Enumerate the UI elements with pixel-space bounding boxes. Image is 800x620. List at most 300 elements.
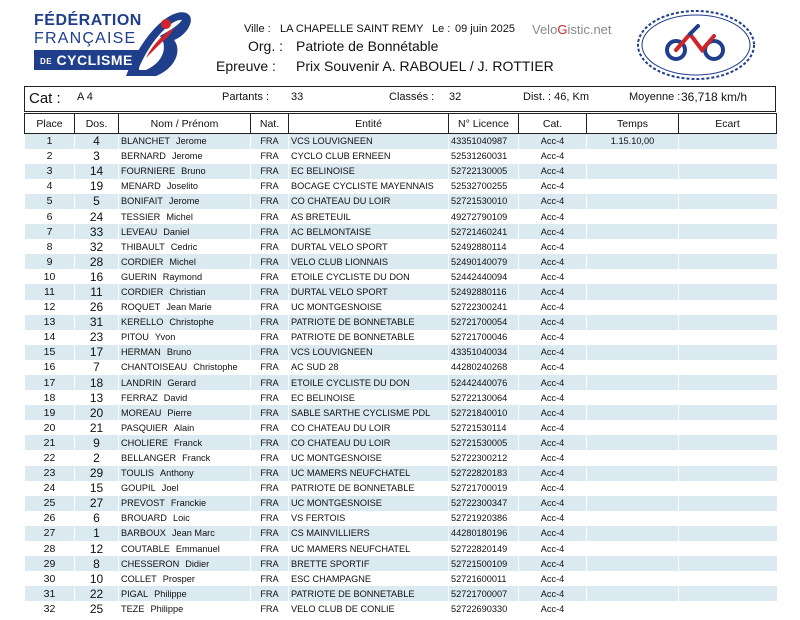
ecart-cell [679, 556, 777, 571]
nat-cell: FRA [251, 345, 289, 360]
entite-cell: PATRIOTE DE BONNETABLE [289, 315, 449, 330]
temps-cell [587, 345, 679, 360]
rider-firstname: Franck [173, 437, 203, 448]
cat-cell: Acc-4 [519, 526, 587, 541]
dossard-cell: 21 [75, 420, 119, 435]
dossard-cell: 31 [75, 315, 119, 330]
table-row [25, 571, 777, 586]
cat-cell: Acc-4 [519, 224, 587, 239]
table-row [25, 526, 777, 541]
dossard-cell: 2 [75, 450, 119, 465]
nat-cell: FRA [251, 541, 289, 556]
cat-label: Cat : [29, 90, 61, 107]
licence-cell: 52442440076 [449, 375, 519, 390]
place-cell: 24 [25, 481, 75, 496]
dossard-cell: 12 [75, 541, 119, 556]
entite-cell: UC MONTGESNOISE [289, 300, 449, 315]
dossard-cell: 3 [75, 149, 119, 164]
entite-cell: BRETTE SPORTIF [289, 556, 449, 571]
table-row [25, 496, 777, 511]
licence-cell: 52721840010 [449, 405, 519, 420]
nat-cell: FRA [251, 435, 289, 450]
temps-cell [587, 239, 679, 254]
place-cell: 18 [25, 390, 75, 405]
nat-cell: FRA [251, 134, 289, 149]
place-cell: 20 [25, 420, 75, 435]
name-cell [119, 556, 251, 571]
table-row [25, 390, 777, 405]
rider-surname: COUTABLE [121, 543, 170, 554]
table-row [25, 345, 777, 360]
col-header-nat: Nat. [251, 114, 289, 134]
name-cell [119, 511, 251, 526]
place-cell: 30 [25, 571, 75, 586]
table-row [25, 269, 777, 284]
dossard-cell: 18 [75, 375, 119, 390]
place-cell: 6 [25, 209, 75, 224]
rider-surname: CHOLIERE [121, 437, 168, 448]
temps-cell [587, 466, 679, 481]
rider-surname: BELLANGER [121, 453, 177, 464]
nat-cell: FRA [251, 556, 289, 571]
place-cell: 12 [25, 300, 75, 315]
name-cell [119, 375, 251, 390]
table-row [25, 511, 777, 526]
entite-cell: UC MAMERS NEUFCHATEL [289, 466, 449, 481]
dossard-cell: 6 [75, 511, 119, 526]
ecart-cell [679, 194, 777, 209]
rider-firstname: Prosper [162, 573, 195, 584]
place-cell: 3 [25, 164, 75, 179]
distance-value: Dist. : 46, Km [523, 91, 590, 103]
page-header [0, 0, 800, 84]
temps-cell [587, 284, 679, 299]
place-cell: 15 [25, 345, 75, 360]
cat-cell: Acc-4 [519, 390, 587, 405]
dossard-cell: 9 [75, 435, 119, 450]
nat-cell: FRA [251, 179, 289, 194]
date-value: 09 juin 2025 [455, 23, 515, 35]
table-row [25, 360, 777, 375]
col-header-cat: Cat. [519, 114, 587, 134]
name-cell [119, 466, 251, 481]
name-cell [119, 269, 251, 284]
rider-firstname: Bruno [181, 166, 206, 177]
temps-cell [587, 330, 679, 345]
licence-cell: 52722820183 [449, 466, 519, 481]
rider-firstname: Daniel [163, 226, 190, 237]
name-cell [119, 450, 251, 465]
name-cell [119, 345, 251, 360]
licence-cell: 52492880114 [449, 239, 519, 254]
ecart-cell [679, 330, 777, 345]
ecart-cell [679, 239, 777, 254]
dossard-cell: 1 [75, 526, 119, 541]
rider-firstname: Yvon [154, 332, 176, 343]
cat-cell: Acc-4 [519, 194, 587, 209]
nat-cell: FRA [251, 420, 289, 435]
temps-cell [587, 405, 679, 420]
name-cell [119, 601, 251, 616]
name-cell [119, 239, 251, 254]
temps-cell [587, 164, 679, 179]
rider-surname: BARBOUX [121, 528, 166, 539]
licence-cell: 52721530005 [449, 435, 519, 450]
name-cell [119, 405, 251, 420]
classes-label: Classés : [389, 91, 435, 103]
licence-cell: 52722820149 [449, 541, 519, 556]
cat-cell: Acc-4 [519, 300, 587, 315]
nat-cell: FRA [251, 511, 289, 526]
rider-surname: PREVOST [121, 498, 165, 509]
dossard-cell: 14 [75, 164, 119, 179]
rider-firstname: Bruno [166, 347, 192, 358]
rider-firstname: Jean Marie [166, 302, 212, 313]
cat-cell: Acc-4 [519, 134, 587, 149]
dossard-cell: 28 [75, 254, 119, 269]
table-row [25, 194, 777, 209]
nat-cell: FRA [251, 300, 289, 315]
table-row [25, 466, 777, 481]
nat-cell: FRA [251, 601, 289, 616]
temps-cell [587, 194, 679, 209]
cat-cell: Acc-4 [519, 284, 587, 299]
cat-cell: Acc-4 [519, 481, 587, 496]
name-cell [119, 586, 251, 601]
ecart-cell [679, 315, 777, 330]
entite-cell: ETOILE CYCLISTE DU DON [289, 269, 449, 284]
temps-cell [587, 435, 679, 450]
licence-cell: 52721530010 [449, 194, 519, 209]
dossard-cell: 29 [75, 466, 119, 481]
entite-cell: VS FERTOIS [289, 511, 449, 526]
cat-cell: Acc-4 [519, 179, 587, 194]
ecart-cell [679, 496, 777, 511]
rider-surname: MENARD [121, 181, 161, 192]
ffc-name-de: DE [40, 56, 53, 66]
place-cell: 14 [25, 330, 75, 345]
dossard-cell: 23 [75, 330, 119, 345]
org-label: Org. : [248, 38, 284, 54]
dossard-cell: 5 [75, 194, 119, 209]
ecart-cell [679, 601, 777, 616]
entite-cell: UC MAMERS NEUFCHATEL [289, 541, 449, 556]
place-cell: 19 [25, 405, 75, 420]
rider-firstname: Christophe [169, 317, 214, 328]
rider-firstname: Jean Marc [171, 528, 215, 539]
col-header-licence: N° Licence [449, 114, 519, 134]
ecart-cell [679, 586, 777, 601]
nat-cell: FRA [251, 375, 289, 390]
dossard-cell: 8 [75, 556, 119, 571]
rider-surname: PASQUIER [121, 422, 168, 433]
ville-value: LA CHAPELLE SAINT REMY [280, 23, 424, 35]
name-cell [119, 179, 251, 194]
cat-cell: Acc-4 [519, 420, 587, 435]
licence-cell: 52492880116 [449, 284, 519, 299]
name-cell [119, 571, 251, 586]
licence-cell: 52490140079 [449, 254, 519, 269]
licence-cell: 52721500109 [449, 556, 519, 571]
ecart-cell [679, 360, 777, 375]
cat-cell: Acc-4 [519, 496, 587, 511]
dossard-cell: 13 [75, 390, 119, 405]
dossard-cell: 25 [75, 601, 119, 616]
dossard-cell: 11 [75, 284, 119, 299]
place-cell: 25 [25, 496, 75, 511]
entite-cell: PATRIOTE DE BONNETABLE [289, 330, 449, 345]
place-cell: 28 [25, 541, 75, 556]
nat-cell: FRA [251, 330, 289, 345]
entite-cell: VCS LOUVIGNEEN [289, 345, 449, 360]
rider-surname: MOREAU [121, 407, 162, 418]
place-cell: 1 [25, 134, 75, 149]
licence-cell: 44280240268 [449, 360, 519, 375]
rider-firstname: David [163, 392, 188, 403]
rider-firstname: Franckie [170, 498, 207, 509]
temps-cell [587, 571, 679, 586]
rider-firstname: Jerome [176, 136, 207, 147]
ffc-logo [20, 6, 196, 82]
table-row [25, 556, 777, 571]
table-row [25, 254, 777, 269]
ffc-name-line2: FRANÇAISE [34, 30, 137, 47]
table-row [25, 179, 777, 194]
place-cell: 9 [25, 254, 75, 269]
name-cell [119, 254, 251, 269]
name-cell [119, 209, 251, 224]
table-row [25, 164, 777, 179]
ecart-cell [679, 375, 777, 390]
place-cell: 22 [25, 450, 75, 465]
temps-cell [587, 315, 679, 330]
licence-cell: 52722300347 [449, 496, 519, 511]
nat-cell: FRA [251, 466, 289, 481]
temps-cell [587, 556, 679, 571]
entite-cell: VELO CLUB DE CONLIE [289, 601, 449, 616]
entite-cell: PATRIOTE DE BONNETABLE [289, 481, 449, 496]
col-header-ecart: Ecart [679, 114, 777, 134]
nat-cell: FRA [251, 269, 289, 284]
name-cell [119, 194, 251, 209]
place-cell: 26 [25, 511, 75, 526]
rider-surname: TEZE [121, 603, 145, 614]
cat-cell: Acc-4 [519, 330, 587, 345]
temps-cell [587, 541, 679, 556]
name-cell [119, 526, 251, 541]
epreuve-label: Epreuve : [216, 58, 276, 74]
dossard-cell: 20 [75, 405, 119, 420]
licence-cell: 52722130005 [449, 164, 519, 179]
ecart-cell [679, 390, 777, 405]
table-row [25, 481, 777, 496]
temps-cell [587, 360, 679, 375]
entite-cell: CO CHATEAU DU LOIR [289, 435, 449, 450]
entite-cell: UC MONTGESNOISE [289, 496, 449, 511]
ecart-cell [679, 300, 777, 315]
place-cell: 5 [25, 194, 75, 209]
rider-surname: TESSIER [121, 211, 161, 222]
nat-cell: FRA [251, 496, 289, 511]
rider-surname: CHANTOISEAU [121, 362, 188, 373]
rider-surname: CORDIER [121, 286, 164, 297]
rider-firstname: Alain [173, 422, 195, 433]
dossard-cell: 16 [75, 269, 119, 284]
entite-cell: VELO CLUB LIONNAIS [289, 254, 449, 269]
place-cell: 10 [25, 269, 75, 284]
licence-cell: 52722300241 [449, 300, 519, 315]
table-row [25, 330, 777, 345]
entite-cell: EC BELINOISE [289, 164, 449, 179]
rider-surname: GUERIN [121, 271, 157, 282]
temps-cell [587, 224, 679, 239]
entite-cell: VCS LOUVIGNEEN [289, 134, 449, 149]
cat-cell: Acc-4 [519, 556, 587, 571]
entite-cell: DURTAL VELO SPORT [289, 239, 449, 254]
licence-cell: 52721700046 [449, 330, 519, 345]
name-cell [119, 134, 251, 149]
ecart-cell [679, 284, 777, 299]
rider-surname: GOUPIL [121, 483, 156, 494]
name-cell [119, 420, 251, 435]
dossard-cell: 7 [75, 360, 119, 375]
rider-firstname: Christian [169, 286, 206, 297]
nat-cell: FRA [251, 586, 289, 601]
ville-label: Ville : [244, 23, 271, 35]
velogistic-brand: VeloGistic.net [532, 22, 612, 37]
ecart-cell [679, 224, 777, 239]
name-cell [119, 224, 251, 239]
name-cell [119, 496, 251, 511]
partants-value: 33 [291, 91, 304, 103]
table-row [25, 450, 777, 465]
temps-cell [587, 179, 679, 194]
table-row [25, 134, 777, 149]
cat-cell: Acc-4 [519, 405, 587, 420]
cat-cell: Acc-4 [519, 239, 587, 254]
nat-cell: FRA [251, 390, 289, 405]
rider-firstname: Emmanuel [175, 543, 220, 554]
rider-surname: HERMAN [121, 347, 161, 358]
place-cell: 4 [25, 179, 75, 194]
place-cell: 32 [25, 601, 75, 616]
nat-cell: FRA [251, 526, 289, 541]
dossard-cell: 26 [75, 300, 119, 315]
rider-surname: THIBAULT [121, 241, 165, 252]
nat-cell: FRA [251, 571, 289, 586]
licence-cell: 52721460241 [449, 224, 519, 239]
rider-firstname: Pierre [167, 407, 192, 418]
table-row [25, 224, 777, 239]
table-row [25, 601, 777, 616]
cat-cell: Acc-4 [519, 164, 587, 179]
ffc-name-line3 [34, 50, 139, 70]
partants-label: Partants : [222, 91, 270, 103]
cycling-club-logo-icon [632, 6, 760, 84]
cat-value: A 4 [77, 91, 93, 103]
moyenne-label: Moyenne : [629, 91, 681, 103]
temps-cell: 1.15.10,00 [587, 134, 679, 149]
col-header-entite: Entité [289, 114, 449, 134]
ecart-cell [679, 134, 777, 149]
temps-cell [587, 149, 679, 164]
rider-firstname: Philippe [150, 603, 184, 614]
licence-cell: 49272790109 [449, 209, 519, 224]
rider-surname: LEVEAU [121, 226, 158, 237]
table-row [25, 149, 777, 164]
cat-cell: Acc-4 [519, 360, 587, 375]
rider-surname: PITOU [121, 332, 149, 343]
licence-cell: 43351040034 [449, 345, 519, 360]
cat-cell: Acc-4 [519, 269, 587, 284]
nat-cell: FRA [251, 149, 289, 164]
dossard-cell: 10 [75, 571, 119, 586]
date-label: Le : [432, 23, 451, 35]
ecart-cell [679, 405, 777, 420]
entite-cell: SABLE SARTHE CYCLISME PDL [289, 405, 449, 420]
classes-value: 32 [449, 91, 462, 103]
entite-cell: ESC CHAMPAGNE [289, 571, 449, 586]
licence-cell: 52721600011 [449, 571, 519, 586]
cat-cell: Acc-4 [519, 450, 587, 465]
cat-cell: Acc-4 [519, 541, 587, 556]
cat-cell: Acc-4 [519, 345, 587, 360]
entite-cell: BOCAGE CYCLISTE MAYENNAIS [289, 179, 449, 194]
rider-firstname: Joselito [166, 181, 198, 192]
entite-cell: PATRIOTE DE BONNETABLE [289, 586, 449, 601]
temps-cell [587, 586, 679, 601]
licence-cell: 52722130064 [449, 390, 519, 405]
entite-cell: ETOILE CYCLISTE DU DON [289, 375, 449, 390]
licence-cell: 52721530114 [449, 420, 519, 435]
name-cell [119, 284, 251, 299]
rider-surname: KERELLO [121, 317, 164, 328]
cat-cell: Acc-4 [519, 149, 587, 164]
entite-cell: CS MAINVILLIERS [289, 526, 449, 541]
rider-firstname: Michel [169, 256, 196, 267]
dossard-cell: 17 [75, 345, 119, 360]
rider-surname: FERRAZ [121, 392, 158, 403]
table-row [25, 541, 777, 556]
entite-cell: AS BRETEUIL [289, 209, 449, 224]
rider-surname: ROQUET [121, 302, 161, 313]
table-row [25, 375, 777, 390]
rider-surname: CORDIER [121, 256, 164, 267]
rider-firstname: Christophe [193, 362, 238, 373]
temps-cell [587, 390, 679, 405]
rider-surname: CHESSERON [121, 558, 180, 569]
entite-cell: EC BELINOISE [289, 390, 449, 405]
nat-cell: FRA [251, 360, 289, 375]
rider-firstname: Jerome [171, 151, 203, 162]
nat-cell: FRA [251, 239, 289, 254]
name-cell [119, 164, 251, 179]
temps-cell [587, 300, 679, 315]
rider-surname: BLANCHET [121, 136, 171, 147]
place-cell: 2 [25, 149, 75, 164]
ffc-name-line1: FÉDÉRATION [34, 12, 142, 29]
rider-surname: TOULIS [121, 468, 155, 479]
place-cell: 23 [25, 466, 75, 481]
category-bar [24, 86, 776, 112]
rider-firstname: Anthony [160, 468, 194, 479]
dossard-cell: 24 [75, 209, 119, 224]
rider-surname: PIGAL [121, 588, 149, 599]
results-table [24, 113, 777, 617]
name-cell [119, 390, 251, 405]
licence-cell: 52721700007 [449, 586, 519, 601]
ecart-cell [679, 450, 777, 465]
